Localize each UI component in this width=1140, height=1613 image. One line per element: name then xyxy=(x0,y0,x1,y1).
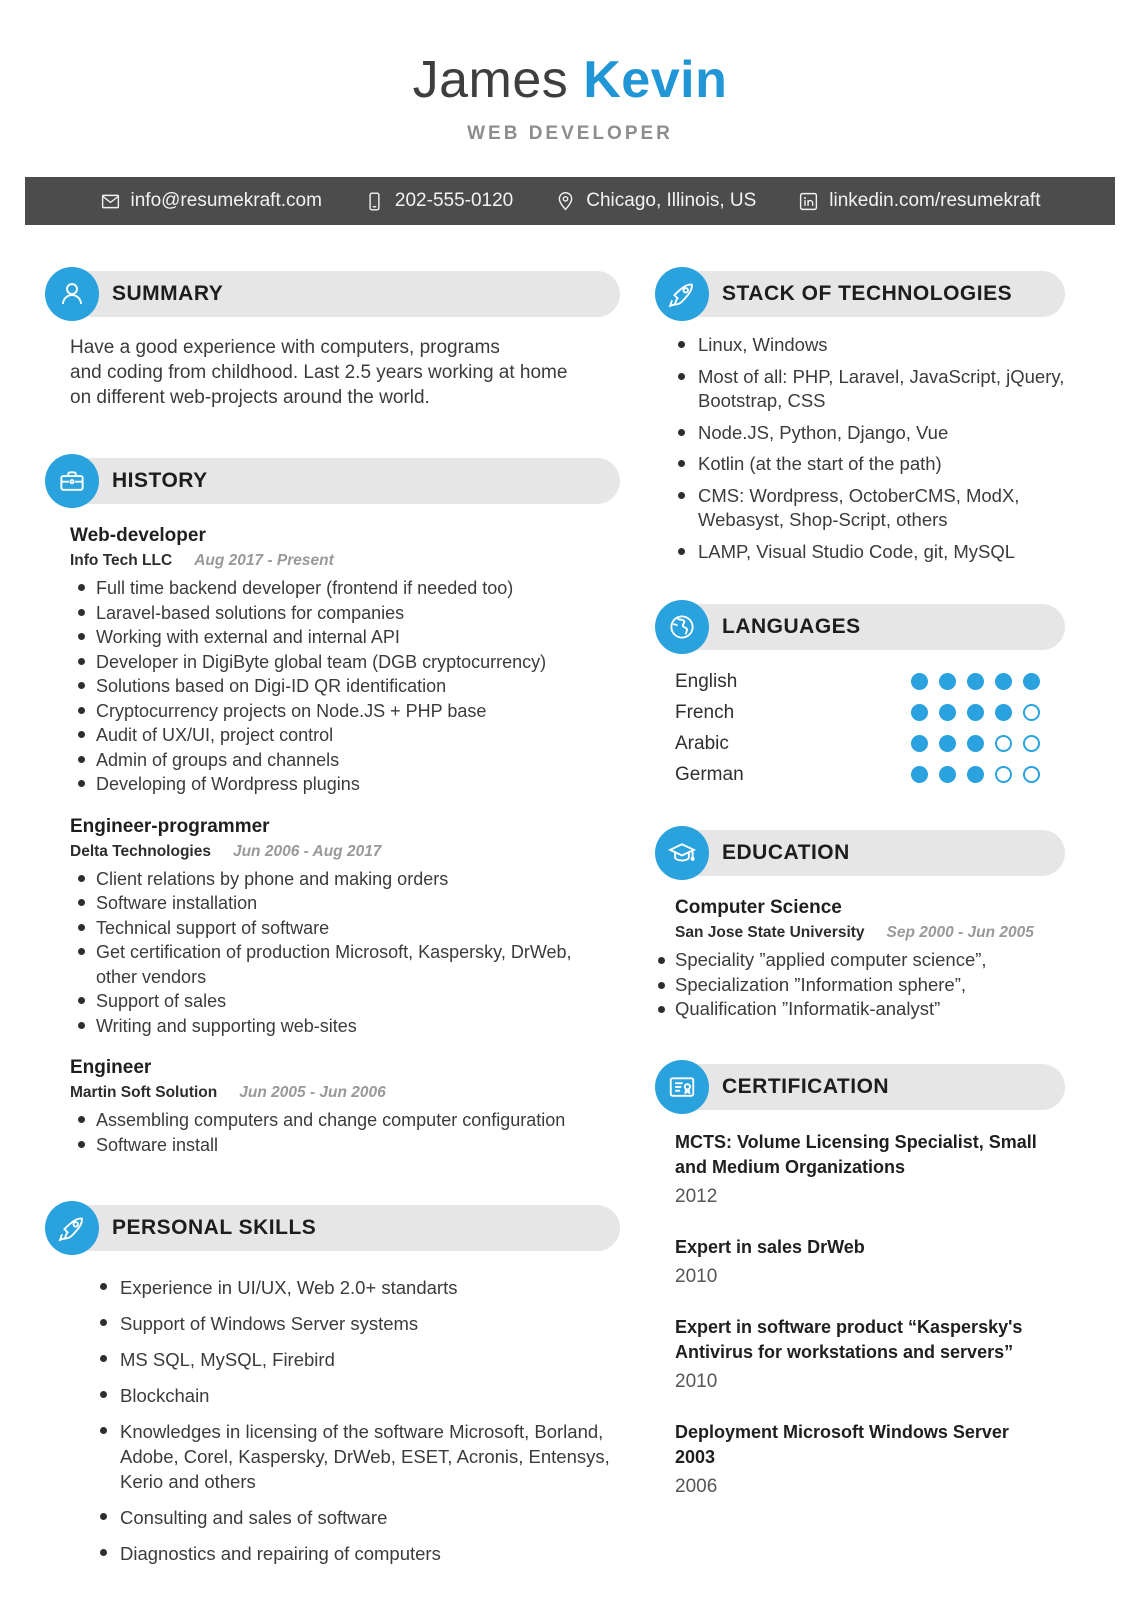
certification-title: CERTIFICATION xyxy=(722,1074,890,1098)
language-level xyxy=(911,735,1040,752)
contact-phone xyxy=(364,190,513,212)
language-row xyxy=(675,697,1040,728)
linkedin-icon xyxy=(798,191,819,212)
bullet-item: Laravel-based solutions for companies xyxy=(78,601,601,626)
summary-line: Have a good experience with computers, programs xyxy=(70,337,500,359)
language-level-dot xyxy=(967,704,984,721)
language-list xyxy=(675,666,1040,790)
bullet-item: Solutions based on Digi-ID QR identification xyxy=(78,674,601,699)
bullet-item: Cryptocurrency projects on Node.JS + PHP base xyxy=(78,699,601,724)
contact-linkedin xyxy=(798,190,1040,212)
certification-entry xyxy=(675,1235,1065,1288)
language-level-dot xyxy=(939,766,956,783)
stack-title: STACK OF TECHNOLOGIES xyxy=(722,282,1013,306)
bullet-item: Admin of groups and channels xyxy=(78,748,601,773)
skill-item: Support of Windows Server systems xyxy=(100,1311,620,1336)
job-title: Engineer xyxy=(70,1057,152,1079)
summary-text xyxy=(70,335,620,410)
right-column xyxy=(655,267,1065,1577)
summary-title: SUMMARY xyxy=(112,282,224,306)
language-level-dot xyxy=(995,673,1012,690)
contact-location xyxy=(555,190,756,212)
bullet-item: Software install xyxy=(78,1133,601,1158)
language-level-dot xyxy=(995,735,1012,752)
phone-icon xyxy=(364,191,385,212)
contact-email-text: info@resumekraft.com xyxy=(130,190,322,212)
contact-linkedin-text: linkedin.com/resumekraft xyxy=(829,190,1041,212)
bullet-item: Full time backend developer (frontend if needed too) xyxy=(78,576,601,601)
job-title: Engineer-programmer xyxy=(70,815,270,837)
language-row xyxy=(675,728,1040,759)
certification-entry xyxy=(675,1130,1065,1208)
certification-year: 2006 xyxy=(675,1475,718,1497)
bullet-item: Speciality ”applied computer science”, xyxy=(658,948,1065,973)
certification-year: 2010 xyxy=(675,1370,718,1392)
language-level-dot xyxy=(911,704,928,721)
language-level-dot xyxy=(939,673,956,690)
job-bullets xyxy=(78,867,620,1039)
bullet-item: Assembling computers and change computer configuration xyxy=(78,1108,601,1133)
stack-item: Kotlin (at the start of the path) xyxy=(678,452,1065,477)
certification-name: MCTS: Volume Licensing Specialist, Small and Medium Organizations xyxy=(675,1131,1037,1177)
job-dates: Aug 2017 - Present xyxy=(194,552,334,570)
education-entry xyxy=(675,896,1065,1022)
location-icon xyxy=(555,191,576,212)
email-icon xyxy=(100,191,121,212)
job-dates: Jun 2005 - Jun 2006 xyxy=(239,1084,386,1102)
language-level-dot xyxy=(939,735,956,752)
bullet-item: Get certification of production Microsoft, Kaspersky, DrWeb, other vendors xyxy=(78,940,601,989)
bullet-item: Software installation xyxy=(78,891,601,916)
language-name: Arabic xyxy=(675,732,729,754)
job-entry xyxy=(70,1056,620,1157)
bullet-item: Client relations by phone and making orders xyxy=(78,867,601,892)
skill-item: Knowledges in licensing of the software Microsoft, Borland, Adobe, Corel, Kaspersky, DrWeb, ESET, Acronis, Entensys, Kerio and others xyxy=(100,1419,620,1494)
job-company: Martin Soft Solution xyxy=(70,1084,218,1102)
certification-list xyxy=(675,1130,1065,1498)
contact-location-text: Chicago, Illinois, US xyxy=(586,190,757,212)
language-level xyxy=(911,766,1040,783)
languages-section-header xyxy=(655,600,1065,654)
education-bullets xyxy=(658,948,1065,1022)
job-dates: Jun 2006 - Aug 2017 xyxy=(232,842,382,860)
language-level-dot xyxy=(1023,735,1040,752)
bullet-item: Developer in DigiByte global team (DGB cryptocurrency) xyxy=(78,650,601,675)
language-row xyxy=(675,666,1040,697)
history-section-header xyxy=(45,454,620,508)
bullet-item: Developing of Wordpress plugins xyxy=(78,772,601,797)
language-name: German xyxy=(675,763,744,785)
bullet-item: Working with external and internal API xyxy=(78,625,601,650)
language-level xyxy=(911,704,1040,721)
skill-item: Diagnostics and repairing of computers xyxy=(100,1541,620,1566)
education-meta xyxy=(675,922,1065,944)
certification-entry xyxy=(675,1315,1065,1393)
bullet-item: Specialization ”Information sphere”, xyxy=(658,973,1065,998)
bullet-item: Qualification ”Informatik-analyst” xyxy=(658,997,1065,1022)
bullet-item: Writing and supporting web-sites xyxy=(78,1014,601,1039)
language-level-dot xyxy=(939,704,956,721)
summary-section-header xyxy=(45,267,620,321)
personal-skills-section-header xyxy=(45,1201,620,1255)
contact-bar xyxy=(25,177,1115,225)
globe-icon xyxy=(655,600,709,654)
stack-section-header xyxy=(655,267,1065,321)
language-level-dot xyxy=(967,735,984,752)
stack-list xyxy=(678,333,1065,564)
education-section-header xyxy=(655,826,1065,880)
bullet-item: Support of sales xyxy=(78,989,601,1014)
language-level-dot xyxy=(967,673,984,690)
rocket-icon xyxy=(655,267,709,321)
certification-section-header xyxy=(655,1060,1065,1114)
summary-line: on different web-projects around the world. xyxy=(70,387,430,409)
certificate-icon xyxy=(655,1060,709,1114)
language-level-dot xyxy=(911,735,928,752)
certification-name: Expert in software product “Kaspersky's Antivirus for workstations and servers” xyxy=(675,1316,1023,1362)
content-columns xyxy=(0,225,1140,1577)
last-name: Kevin xyxy=(583,51,728,109)
language-level-dot xyxy=(1023,704,1040,721)
certification-entry xyxy=(675,1420,1065,1498)
contact-email xyxy=(100,190,322,212)
job-company: Delta Technologies xyxy=(70,842,211,860)
bullet-item: Audit of UX/UI, project control xyxy=(78,723,601,748)
job-entry xyxy=(70,815,620,1039)
person-name xyxy=(0,52,1140,109)
education-school: San Jose State University xyxy=(675,924,865,942)
stack-item: LAMP, Visual Studio Code, git, MySQL xyxy=(678,540,1065,565)
language-level-dot xyxy=(995,704,1012,721)
job-meta xyxy=(70,550,620,572)
briefcase-icon xyxy=(45,454,99,508)
graduation-cap-icon xyxy=(655,826,709,880)
person-icon xyxy=(45,267,99,321)
job-role: WEB DEVELOPER xyxy=(467,123,673,145)
left-column xyxy=(45,267,620,1577)
bullet-item: Technical support of software xyxy=(78,916,601,941)
skill-item: MS SQL, MySQL, Firebird xyxy=(100,1347,620,1372)
first-name: James xyxy=(412,51,569,109)
education-title: EDUCATION xyxy=(722,841,850,865)
stack-item: Node.JS, Python, Django, Vue xyxy=(678,421,1065,446)
language-name: English xyxy=(675,670,738,692)
stack-item: Linux, Windows xyxy=(678,333,1065,358)
personal-skills-list xyxy=(100,1275,620,1566)
summary-line: and coding from childhood. Last 2.5 years working at home xyxy=(70,362,568,384)
name-block xyxy=(0,0,1140,145)
language-level-dot xyxy=(967,766,984,783)
job-bullets xyxy=(78,1108,620,1157)
rocket-icon xyxy=(45,1201,99,1255)
language-name: French xyxy=(675,701,735,723)
language-row xyxy=(675,759,1040,790)
job-meta xyxy=(70,841,620,863)
personal-skills-title: PERSONAL SKILLS xyxy=(112,1216,317,1240)
stack-item: CMS: Wordpress, OctoberCMS, ModX, Webasyst, Shop-Script, others xyxy=(678,484,1065,533)
history-title: HISTORY xyxy=(112,469,208,493)
language-level xyxy=(911,673,1040,690)
contact-phone-text: 202-555-0120 xyxy=(394,190,514,212)
language-level-dot xyxy=(911,673,928,690)
skill-item: Blockchain xyxy=(100,1383,620,1408)
skill-item: Experience in UI/UX, Web 2.0+ standarts xyxy=(100,1275,620,1300)
language-level-dot xyxy=(911,766,928,783)
job-entry xyxy=(70,524,620,797)
certification-year: 2012 xyxy=(675,1185,718,1207)
education-dates: Sep 2000 - Jun 2005 xyxy=(886,924,1034,942)
certification-name: Deployment Microsoft Windows Server 2003 xyxy=(675,1421,1009,1467)
languages-title: LANGUAGES xyxy=(722,615,861,639)
skill-item: Consulting and sales of software xyxy=(100,1505,620,1530)
education-degree: Computer Science xyxy=(675,897,842,919)
language-level-dot xyxy=(995,766,1012,783)
job-bullets xyxy=(78,576,620,797)
language-level-dot xyxy=(1023,673,1040,690)
job-company: Info Tech LLC xyxy=(70,552,173,570)
job-title: Web-developer xyxy=(70,525,206,547)
language-level-dot xyxy=(1023,766,1040,783)
certification-year: 2010 xyxy=(675,1265,718,1287)
job-list xyxy=(45,524,620,1157)
certification-name: Expert in sales DrWeb xyxy=(675,1236,865,1257)
job-meta xyxy=(70,1082,620,1104)
stack-item: Most of all: PHP, Laravel, JavaScript, jQuery, Bootstrap, CSS xyxy=(678,365,1065,414)
